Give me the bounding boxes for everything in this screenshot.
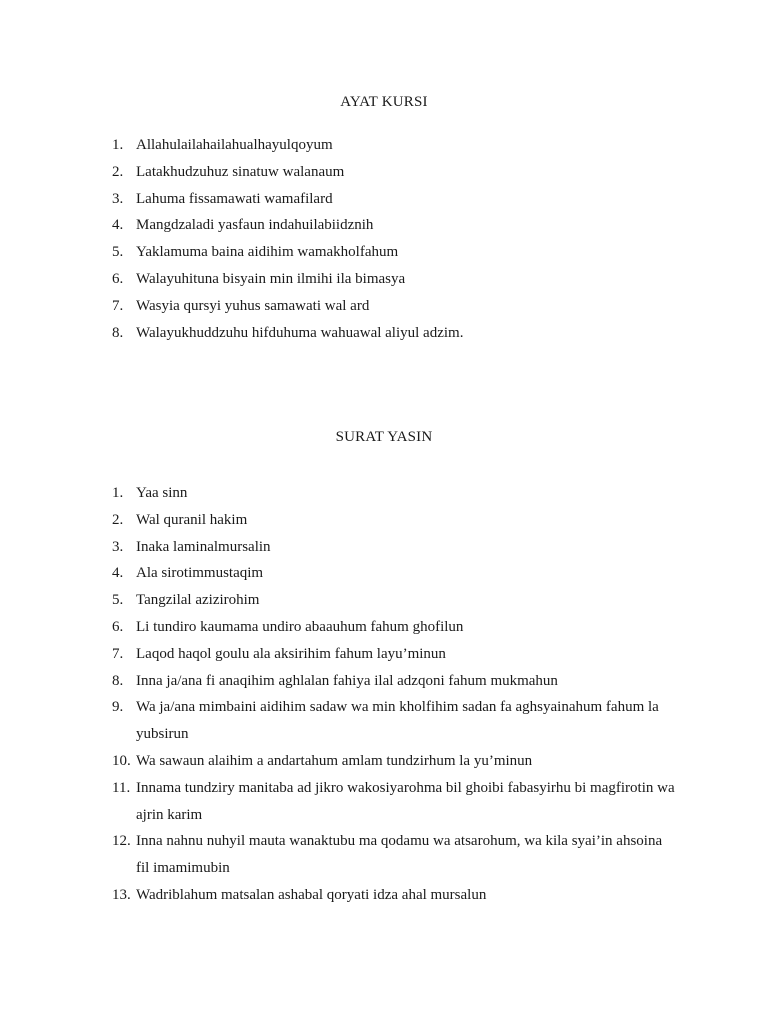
item-number: 11. xyxy=(112,779,131,796)
item-number: 6. xyxy=(112,270,124,287)
section-title-ayat-kursi: AYAT KURSI xyxy=(340,94,428,110)
item-number: 6. xyxy=(112,618,124,635)
item-number: 4. xyxy=(112,217,124,234)
item-text: Inna ja/ana fi anaqihim aghlalan fahiya ilal adzqoni fahum mukmahun xyxy=(136,672,558,689)
item-number: 3. xyxy=(112,538,124,555)
item-number: 12. xyxy=(112,833,131,850)
item-text: Walayuhituna bisyain min ilmihi ila bimasya xyxy=(136,270,406,287)
list-item xyxy=(0,507,768,534)
list-item xyxy=(0,560,768,587)
item-text: Yaa sinn xyxy=(136,485,188,501)
list-item xyxy=(0,694,768,748)
item-text: Li tundiro kaumama undiro abaauhum fahum ghofilun xyxy=(136,618,464,635)
item-text: Wadriblahum matsalan ashabal qoryati idza ahal mursalun xyxy=(136,886,487,903)
item-number: 2. xyxy=(112,163,124,180)
item-text: Laqod haqol goulu ala aksirihim fahum layu’minun xyxy=(136,645,446,662)
item-number: 4. xyxy=(112,565,124,582)
list-item xyxy=(0,480,768,507)
item-text: Innama tundziry manitaba ad jikro wakosiyarohma bil ghoibi fabasyirhu bi magfirotin wa ajrin karim xyxy=(136,779,675,823)
item-text: Ala sirotimmustaqim xyxy=(136,565,264,582)
item-text: Wa sawaun alaihim a andartahum amlam tundzirhum la yu’minun xyxy=(136,752,533,769)
list-item xyxy=(0,587,768,614)
item-number: 5. xyxy=(112,244,124,261)
item-text: Latakhudzuhuz sinatuw walanaum xyxy=(136,163,345,180)
item-number: 8. xyxy=(112,324,124,341)
item-text: Wal quranil hakim xyxy=(136,511,248,528)
list-item xyxy=(0,266,768,293)
item-number: 8. xyxy=(112,672,124,689)
ayat-kursi-list xyxy=(0,132,768,346)
list-item xyxy=(0,320,768,347)
list-item xyxy=(0,186,768,213)
list-item xyxy=(0,212,768,239)
list-item xyxy=(0,159,768,186)
item-text: Wa ja/ana mimbaini aidihim sadaw wa min kholfihim sadan fa aghsyainahum fahum la yubsirun xyxy=(136,699,659,743)
item-text: Mangdzaladi yasfaun indahuilabiidznih xyxy=(136,217,374,234)
list-item xyxy=(0,641,768,668)
item-number: 5. xyxy=(112,592,124,609)
item-text: Allahulailahailahualhayulqoyum xyxy=(136,137,333,153)
item-number: 7. xyxy=(112,645,124,662)
surat-yasin-list xyxy=(0,480,768,909)
item-number: 1. xyxy=(112,485,124,501)
list-item xyxy=(0,748,768,775)
item-number: 3. xyxy=(112,190,124,207)
item-text: Wasyia qursyi yuhus samawati wal ard xyxy=(136,297,370,314)
list-item xyxy=(0,668,768,695)
item-text: Walayukhuddzuhu hifduhuma wahuawal aliyul adzim. xyxy=(136,324,464,341)
list-item xyxy=(0,293,768,320)
list-item xyxy=(0,534,768,561)
section-title-surat-yasin: SURAT YASIN xyxy=(335,429,433,445)
list-item xyxy=(0,132,768,159)
item-number: 13. xyxy=(112,886,131,903)
list-item xyxy=(0,239,768,266)
item-text: Yaklamuma baina aidihim wamakholfahum xyxy=(136,244,399,261)
item-number: 1. xyxy=(112,137,124,153)
item-text: Tangzilal azizirohim xyxy=(136,592,260,609)
item-number: 7. xyxy=(112,297,124,314)
item-text: Lahuma fissamawati wamafilard xyxy=(136,190,333,207)
item-number: 9. xyxy=(112,699,124,716)
list-item xyxy=(0,614,768,641)
item-number: 2. xyxy=(112,511,124,528)
item-text: Inaka laminalmursalin xyxy=(136,538,271,555)
list-item xyxy=(0,882,768,909)
item-text: Inna nahnu nuhyil mauta wanaktubu ma qodamu wa atsarohum, wa kila syai’in ahsoina fil imamimubin xyxy=(136,833,663,877)
item-number: 10. xyxy=(112,752,131,769)
list-item xyxy=(0,775,768,829)
list-item xyxy=(0,828,768,882)
